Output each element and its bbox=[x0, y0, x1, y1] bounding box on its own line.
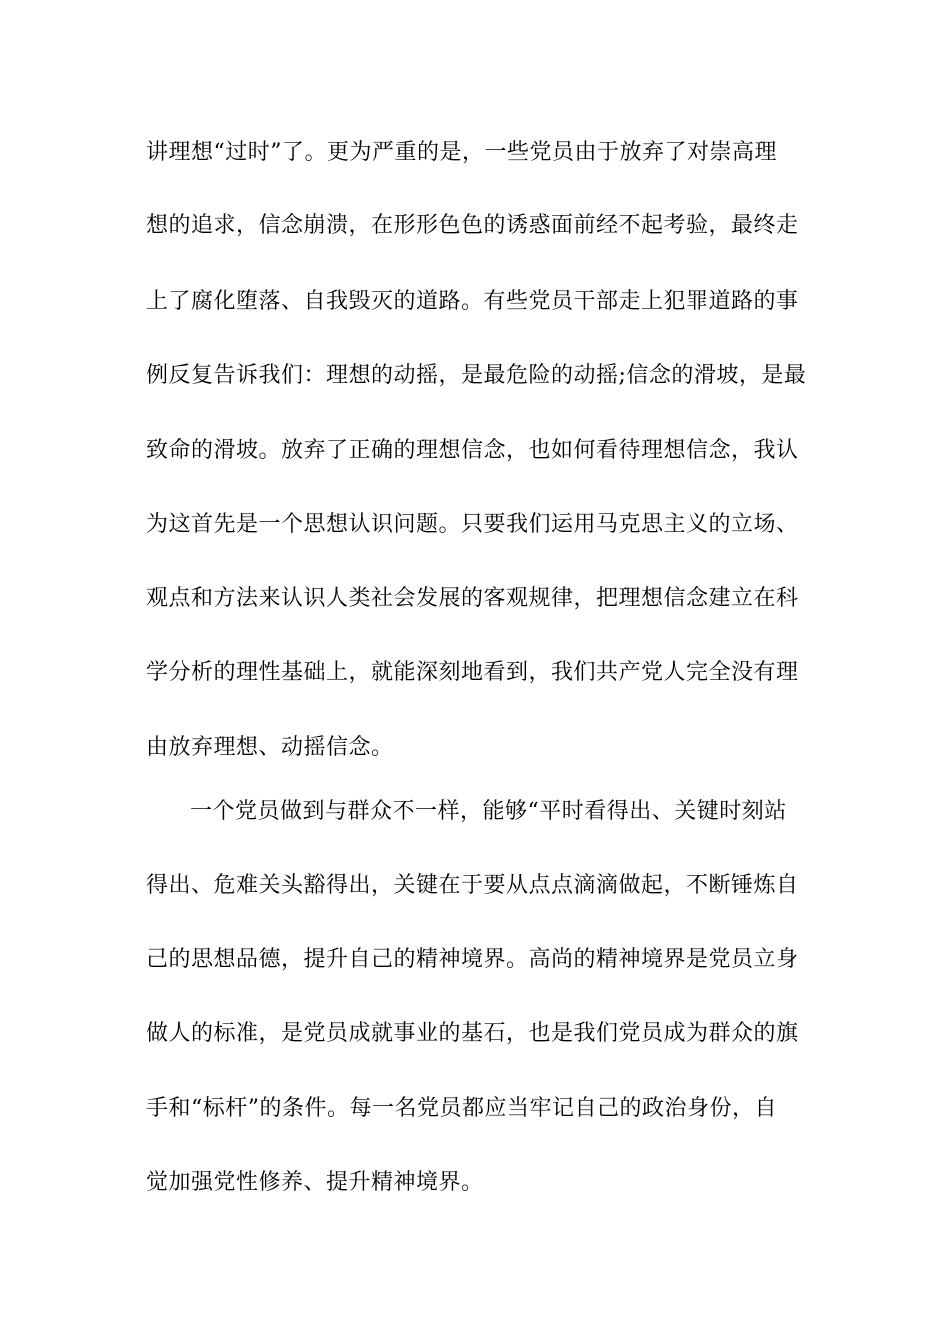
text-line: 得出、危难关头豁得出，关键在于要从点点滴滴做起，不断锤炼自 bbox=[146, 873, 799, 898]
text-line: 上了腐化堕落、自我毁灭的道路。有些党员干部走上犯罪道路的事 bbox=[146, 289, 799, 314]
text-line: 一个党员做到与群众不一样，能够“平时看得出、关键时刻站 bbox=[190, 799, 787, 824]
text-line: 学分析的理性基础上，就能深刻地看到，我们共产党人完全没有理 bbox=[146, 660, 799, 685]
text-line: 己的思想品德，提升自己的精神境界。高尚的精神境界是党员立身 bbox=[146, 947, 799, 972]
text-line: 手和“标杆”的条件。每一名党员都应当牢记自己的政治身份，自 bbox=[146, 1096, 777, 1121]
text-line: 觉加强党性修养、提升精神境界。 bbox=[146, 1170, 484, 1195]
text-line: 观点和方法来认识人类社会发展的客观规律，把理想信念建立在科 bbox=[146, 586, 799, 611]
text-line: 为这首先是一个思想认识问题。只要我们运用马克思主义的立场、 bbox=[146, 512, 799, 537]
text-line: 想的追求，信念崩溃，在形形色色的诱惑面前经不起考验，最终走 bbox=[146, 213, 799, 238]
text-line: 例反复告诉我们：理想的动摇，是最危险的动摇;信念的滑坡，是最 bbox=[146, 363, 807, 388]
text-line: 讲理想“过时”了。更为严重的是，一些党员由于放弃了对崇高理 bbox=[146, 140, 777, 165]
text-line: 致命的滑坡。放弃了正确的理想信念，也如何看待理想信念，我认 bbox=[146, 438, 799, 463]
text-line: 做人的标准，是党员成就事业的基石，也是我们党员成为群众的旗 bbox=[146, 1021, 799, 1046]
text-line: 由放弃理想、动摇信念。 bbox=[146, 735, 394, 760]
